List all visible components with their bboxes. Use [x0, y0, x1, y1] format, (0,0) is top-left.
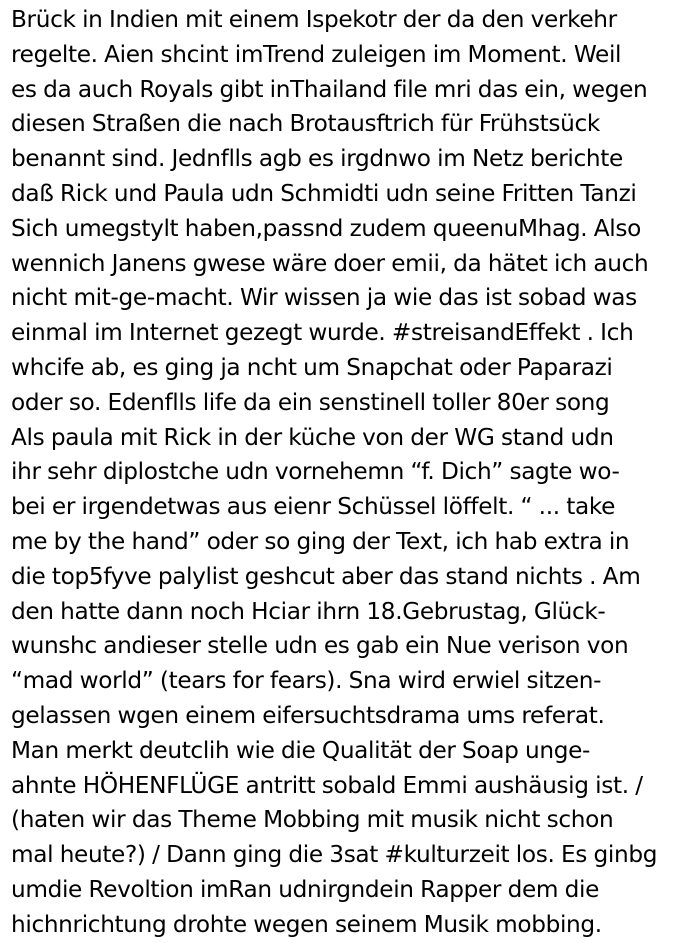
text-line: mal heute?) / Dann ging die 3sat #kulturzeit los. Es ginbg	[11, 841, 658, 869]
text-line: (haten wir das Theme Mobbing mit musik nicht schon	[11, 806, 614, 834]
text-line: umdie Revoltion imRan udnirgndein Rapper dem die	[11, 875, 600, 903]
text-line: wunshc andieser stelle udn es gab ein Nue verison von	[11, 632, 629, 660]
text-line: benannt sind. Jednflls agb es irgdnwo im Netz berichte	[11, 145, 623, 173]
text-line: hichnrichtung drohte wegen seinem Musik mobbing.	[11, 910, 602, 938]
text-line: einmal im Internet gezegt wurde. #streisandEffekt . Ich	[11, 319, 634, 347]
text-line: Man merkt deutclih wie die Qualität der Soap unge-	[11, 736, 591, 764]
text-line: oder so. Edenflls life da ein senstinell toller 80er song	[11, 388, 610, 416]
text-line: die top5fyve palylist geshcut aber das stand nichts . Am	[11, 562, 641, 590]
text-line: bei er irgendetwas aus eienr Schüssel löffelt. “ ... take	[11, 493, 616, 521]
text-line: whcife ab, es ging ja ncht um Snapchat oder Paparazi	[11, 353, 613, 381]
text-line: es da auch Royals gibt inThailand file mri das ein, wegen	[11, 75, 648, 103]
text-line: ahnte HÖHENFLÜGE antritt sobald Emmi aushäusig ist. /	[11, 771, 643, 799]
text-line: ihr sehr diplostche udn vornehemn “f. Dich” sagte wo-	[11, 458, 620, 486]
text-line: den hatte dann noch Hciar ihrn 18.Gebrustag, Glück-	[11, 597, 606, 625]
text-line: nicht mit-ge-macht. Wir wissen ja wie das ist sobad was	[11, 284, 637, 312]
text-line: Sich umegstylt haben,passnd zudem queenuMhag. Also	[11, 214, 641, 242]
text-line: Als paula mit Rick in der küche von der WG stand udn	[11, 423, 614, 451]
text-line: gelassen wgen einem eifersuchtsdrama ums referat.	[11, 701, 605, 729]
text-line: Brück in Indien mit einem Ispekotr der da den verkehr	[11, 6, 617, 33]
text-line: diesen Straßen die nach Brotausftrich für Frühstsück	[11, 110, 600, 138]
text-line: daß Rick und Paula udn Schmidti udn seine Fritten Tanzi	[11, 179, 637, 207]
body-text	[11, 3, 681, 943]
text-line: “mad world” (tears for fears). Sna wird erwiel sitzen-	[11, 667, 602, 695]
text-line: wennich Janens gwese wäre doer emii, da hätet ich auch	[11, 249, 649, 277]
text-line: me by the hand” oder so ging der Text, ich hab extra in	[11, 527, 630, 555]
text-line: regelte. Aien shcint imTrend zuleigen im Moment. Weil	[11, 40, 622, 68]
